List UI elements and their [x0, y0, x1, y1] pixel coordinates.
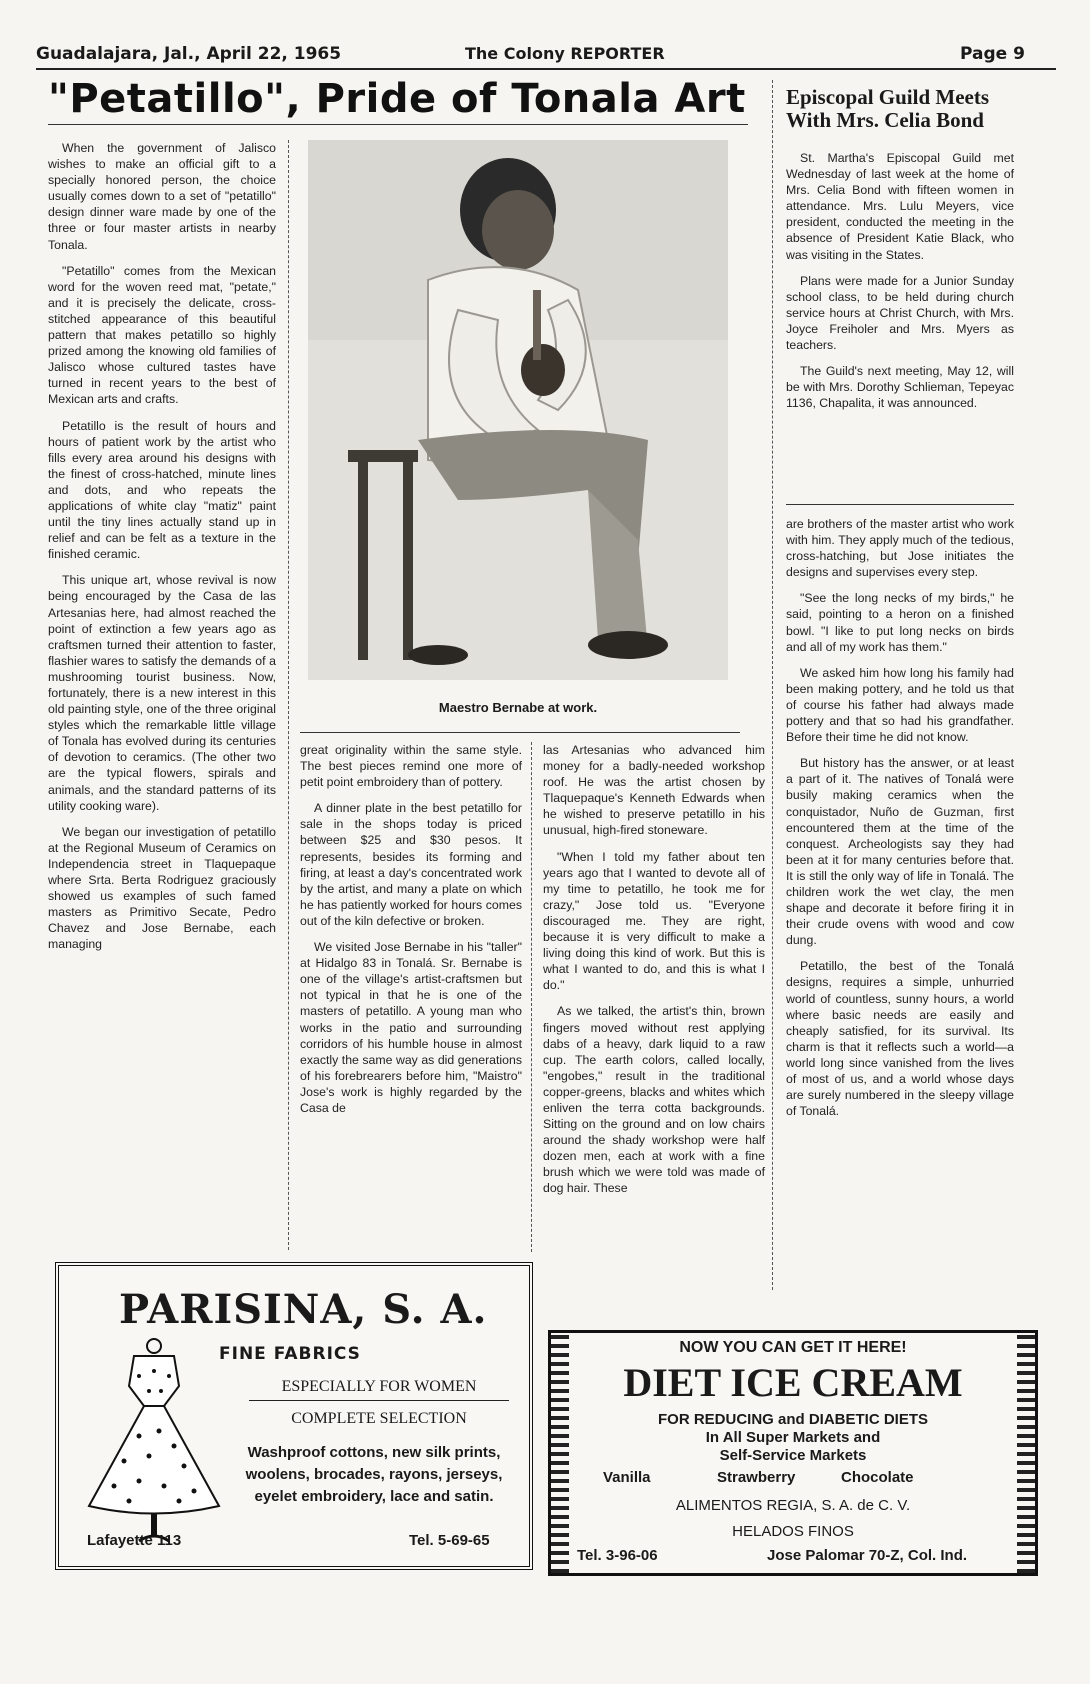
- article-column-1: [48, 140, 276, 963]
- ad-border-ornament-right: [1017, 1333, 1035, 1573]
- side-article-body: [786, 150, 1014, 421]
- article-paragraph: are brothers of the master artist who work with him. They apply much of the tedious, cross-hatching, but Jose initiates the designs and supervises every step.: [786, 517, 1014, 580]
- dress-illustration: [79, 1336, 229, 1556]
- article-paragraph: Petatillo is the result of hours and hours of patient work by the artist who fills every area around his designs with the finest of cross-hatched, minute lines and dots, and who repeats the applications of white clay "matiz" paint until the tiny lines actually stand up in relief and can be felt as a texture in the finished ceramic.: [48, 418, 276, 562]
- ad-parisina: [55, 1262, 533, 1570]
- article-paragraph: We visited Jose Bernabe in his "taller" at Hidalgo 83 in Tonalá. Sr. Bernabe is one of the village's artist-craftsmen but not typical in that he is one of the masters of petatillo. A young man who works in the patio and surrounding corridors of his humble house in almost exactly the same way as did generations of his forebrearers before him, "Maistro" Jose's work is highly regarded by the Casa de: [300, 940, 522, 1115]
- ad-icecream-phone: Tel. 3-96-06: [577, 1547, 658, 1564]
- article-paragraph: We asked him how long his family had been making pottery, and he told us that of course his father had always made pottery and that so had his grandfather. Before their time he did not know.: [786, 665, 1014, 745]
- article-paragraph: "Petatillo" comes from the Mexican word for the woven reed mat, "petate," and it is precisely the delicate, cross-stitched appearance of this beautiful pattern that makes petatillo so highly prized among the knowing old families of Jalisco whose cultured tastes have turned in recent years to the best of Mexican arts and crafts.: [48, 263, 276, 407]
- ad-parisina-line2: COMPLETE SELECTION: [291, 1410, 467, 1427]
- ad-parisina-phone: Tel. 5-69-65: [409, 1532, 490, 1549]
- article-column-3: [543, 742, 765, 1207]
- column-divider: [531, 742, 532, 1252]
- ad-border-ornament-left: [551, 1333, 569, 1573]
- ad-parisina-line1: ESPECIALLY FOR WOMEN: [249, 1378, 509, 1401]
- photo-illustration: [308, 140, 728, 680]
- column-divider: [772, 80, 773, 1290]
- article-paragraph: We began our investigation of petatillo at the Regional Museum of Ceramics on Independencia street in Tlaquepaque where Srta. Berta Rodriguez graciously showed us examples of such famed masters as Primitivo Secate, Pedro Chavez and Jose Bernabe, each managing: [48, 824, 276, 952]
- article-paragraph: "When I told my father about ten years ago that I wanted to devote all of my time to petatillo, he took me for crazy," Jose told us. "Everyone discouraged me. They are right, because it is very difficult to make a living doing this kind of work. But this is what I wanted to do, and this is what I do.": [543, 849, 765, 993]
- article-paragraph: When the government of Jalisco wishes to make an official gift to a specially honored person, the choice usually comes down to a set of "petatillo" design dinner ware made by one of the three or four master artists in nearby Tonala.: [48, 141, 276, 252]
- headline-rule: [48, 124, 748, 125]
- article-paragraph: This unique art, whose revival is now being encouraged by the Casa de las Artesanias here, had almost reached the point of extinction a few years ago as craftsmen turned their attention to faster, flashier wares to satisfy the demands of a mushrooming tourist business. Now, fortunately, there is a new interest in this old painting style, one of the three original styles which the remarkable little village of Tonala has evolved during its centuries of devotion to ceramics. (The other two are the typical flowers, spirals and animals, and the standard patterns of its utility cooking ware).: [48, 573, 276, 813]
- ad-icecream-sub3: Self-Service Markets: [719, 1447, 867, 1464]
- photo-caption: Maestro Bernabe at work.: [438, 700, 598, 715]
- ad-icecream-brand: HELADOS FINOS: [732, 1523, 854, 1540]
- photo-rule: [300, 732, 740, 733]
- main-headline: "Petatillo", Pride of Tonala Art: [48, 76, 746, 122]
- ad-icecream-company: ALIMENTOS REGIA, S. A. de C. V.: [675, 1497, 911, 1514]
- side-article-rule: [786, 504, 1014, 505]
- ad-parisina-address: Lafayette 113: [87, 1532, 182, 1549]
- article-paragraph: But history has the answer, or at least a part of it. The natives of Tonalá were busily making ceramics when the conquistador, Nuño de Guzman, first encountered them at the time of the conquest. Archeologists say they had been at it for many centuries before that. It is still the only way of life in Tonalá. The children work the wet clay, the men shape and decorate it before firing it in their crude ovens with wood and cow dung.: [786, 756, 1014, 948]
- ad-icecream-top: NOW YOU CAN GET IT HERE!: [679, 1339, 907, 1356]
- page-number: Page 9: [960, 44, 1025, 64]
- article-paragraph: A dinner plate in the best petatillo for sale in the shops today is priced between $25 and $30 pesos. It represents, besides its forming and firing, at least a day's concentrated work by the artist, and many a plate on which he has patiently worked for hours comes out of the kiln defective or broken.: [300, 801, 522, 928]
- ad-icecream-title: DIET ICE CREAM: [623, 1360, 963, 1405]
- side-paragraph: The Guild's next meeting, May 12, will be with Mrs. Dorothy Schlieman, Tepeyac 1136, Chapalita, it was announced.: [786, 364, 1014, 411]
- article-column-4: [786, 516, 1014, 1129]
- ad-icecream-address: Jose Palomar 70-Z, Col. Ind.: [767, 1547, 968, 1564]
- photo-maestro-bernabe: [308, 140, 728, 680]
- side-headline: Episcopal Guild Meets With Mrs. Celia Bond: [786, 85, 990, 132]
- ad-flavor-chocolate: Chocolate: [841, 1469, 914, 1486]
- ad-icecream-sub2: In All Super Markets and: [705, 1429, 881, 1446]
- column-divider: [288, 140, 289, 1250]
- side-paragraph: St. Martha's Episcopal Guild met Wednesday of last week at the home of Mrs. Celia Bond with fifteen women in attendance. Mrs. Lulu Meyers, vice president, conducted the meeting in the absence of President Katie Black, who was visiting in the States.: [786, 151, 1014, 262]
- masthead-date: Guadalajara, Jal., April 22, 1965: [36, 44, 342, 64]
- ad-parisina-tagline: FINE FABRICS: [219, 1344, 361, 1364]
- ad-parisina-name: PARISINA, S. A.: [119, 1286, 488, 1333]
- article-paragraph: las Artesanias who advanced him money for a badly-needed workshop roof. He was the artist chosen by Tlaquepaque's Kenneth Edwards when he wished to preserve petatillo in his unusual, high-fired stoneware.: [543, 743, 765, 838]
- ad-flavor-strawberry: Strawberry: [717, 1469, 796, 1486]
- article-paragraph: great originality within the same style. The best pieces remind one more of petit point embroidery than of pottery.: [300, 743, 522, 790]
- header-rule: [36, 68, 1056, 70]
- article-column-2: [300, 742, 522, 1126]
- ad-icecream-sub1: FOR REDUCING and DIABETIC DIETS: [657, 1411, 928, 1428]
- article-paragraph: Petatillo, the best of the Tonalá designs, requires a simple, unhurried world of countless, sunny hours, a world where basic needs are easily and cheaply satisfied, for its survival. Its charm is that it reflects such a world—a world long since vanished from the lives of most of us, and a world whose days are surely numbered in the sleepy village of Tonalá.: [786, 959, 1014, 1119]
- ad-flavor-vanilla: Vanilla: [603, 1469, 651, 1486]
- ad-diet-ice-cream: [548, 1330, 1038, 1576]
- masthead-title: The Colony REPORTER: [465, 44, 665, 63]
- article-paragraph: As we talked, the artist's thin, brown fingers moved without rest applying dabs of a heavy, dark liquid to a raw cup. The earth colors, called locally, "engobes," result in the traditional copper-greens, blacks and whites which enliven the terra cotta backgrounds. Sitting on the ground and on low chairs around the shady workshop were half dozen men, each at work with a fine brush which we were told was made of dog hair. These: [543, 1004, 765, 1196]
- article-paragraph: "See the long necks of my birds," he said, pointing to a heron on a finished bowl. "I like to put long necks on birds and all of my work has them.": [786, 591, 1014, 654]
- ad-parisina-body: Washproof cottons, new silk prints, woolens, brocades, rayons, jerseys, eyelet embroidery, lace and satin.: [245, 1444, 503, 1505]
- side-paragraph: Plans were made for a Junior Sunday school class, to be held during church service hours at Christ Church, with Mrs. Joyce Freiholer and Mrs. Myers as teachers.: [786, 273, 1014, 353]
